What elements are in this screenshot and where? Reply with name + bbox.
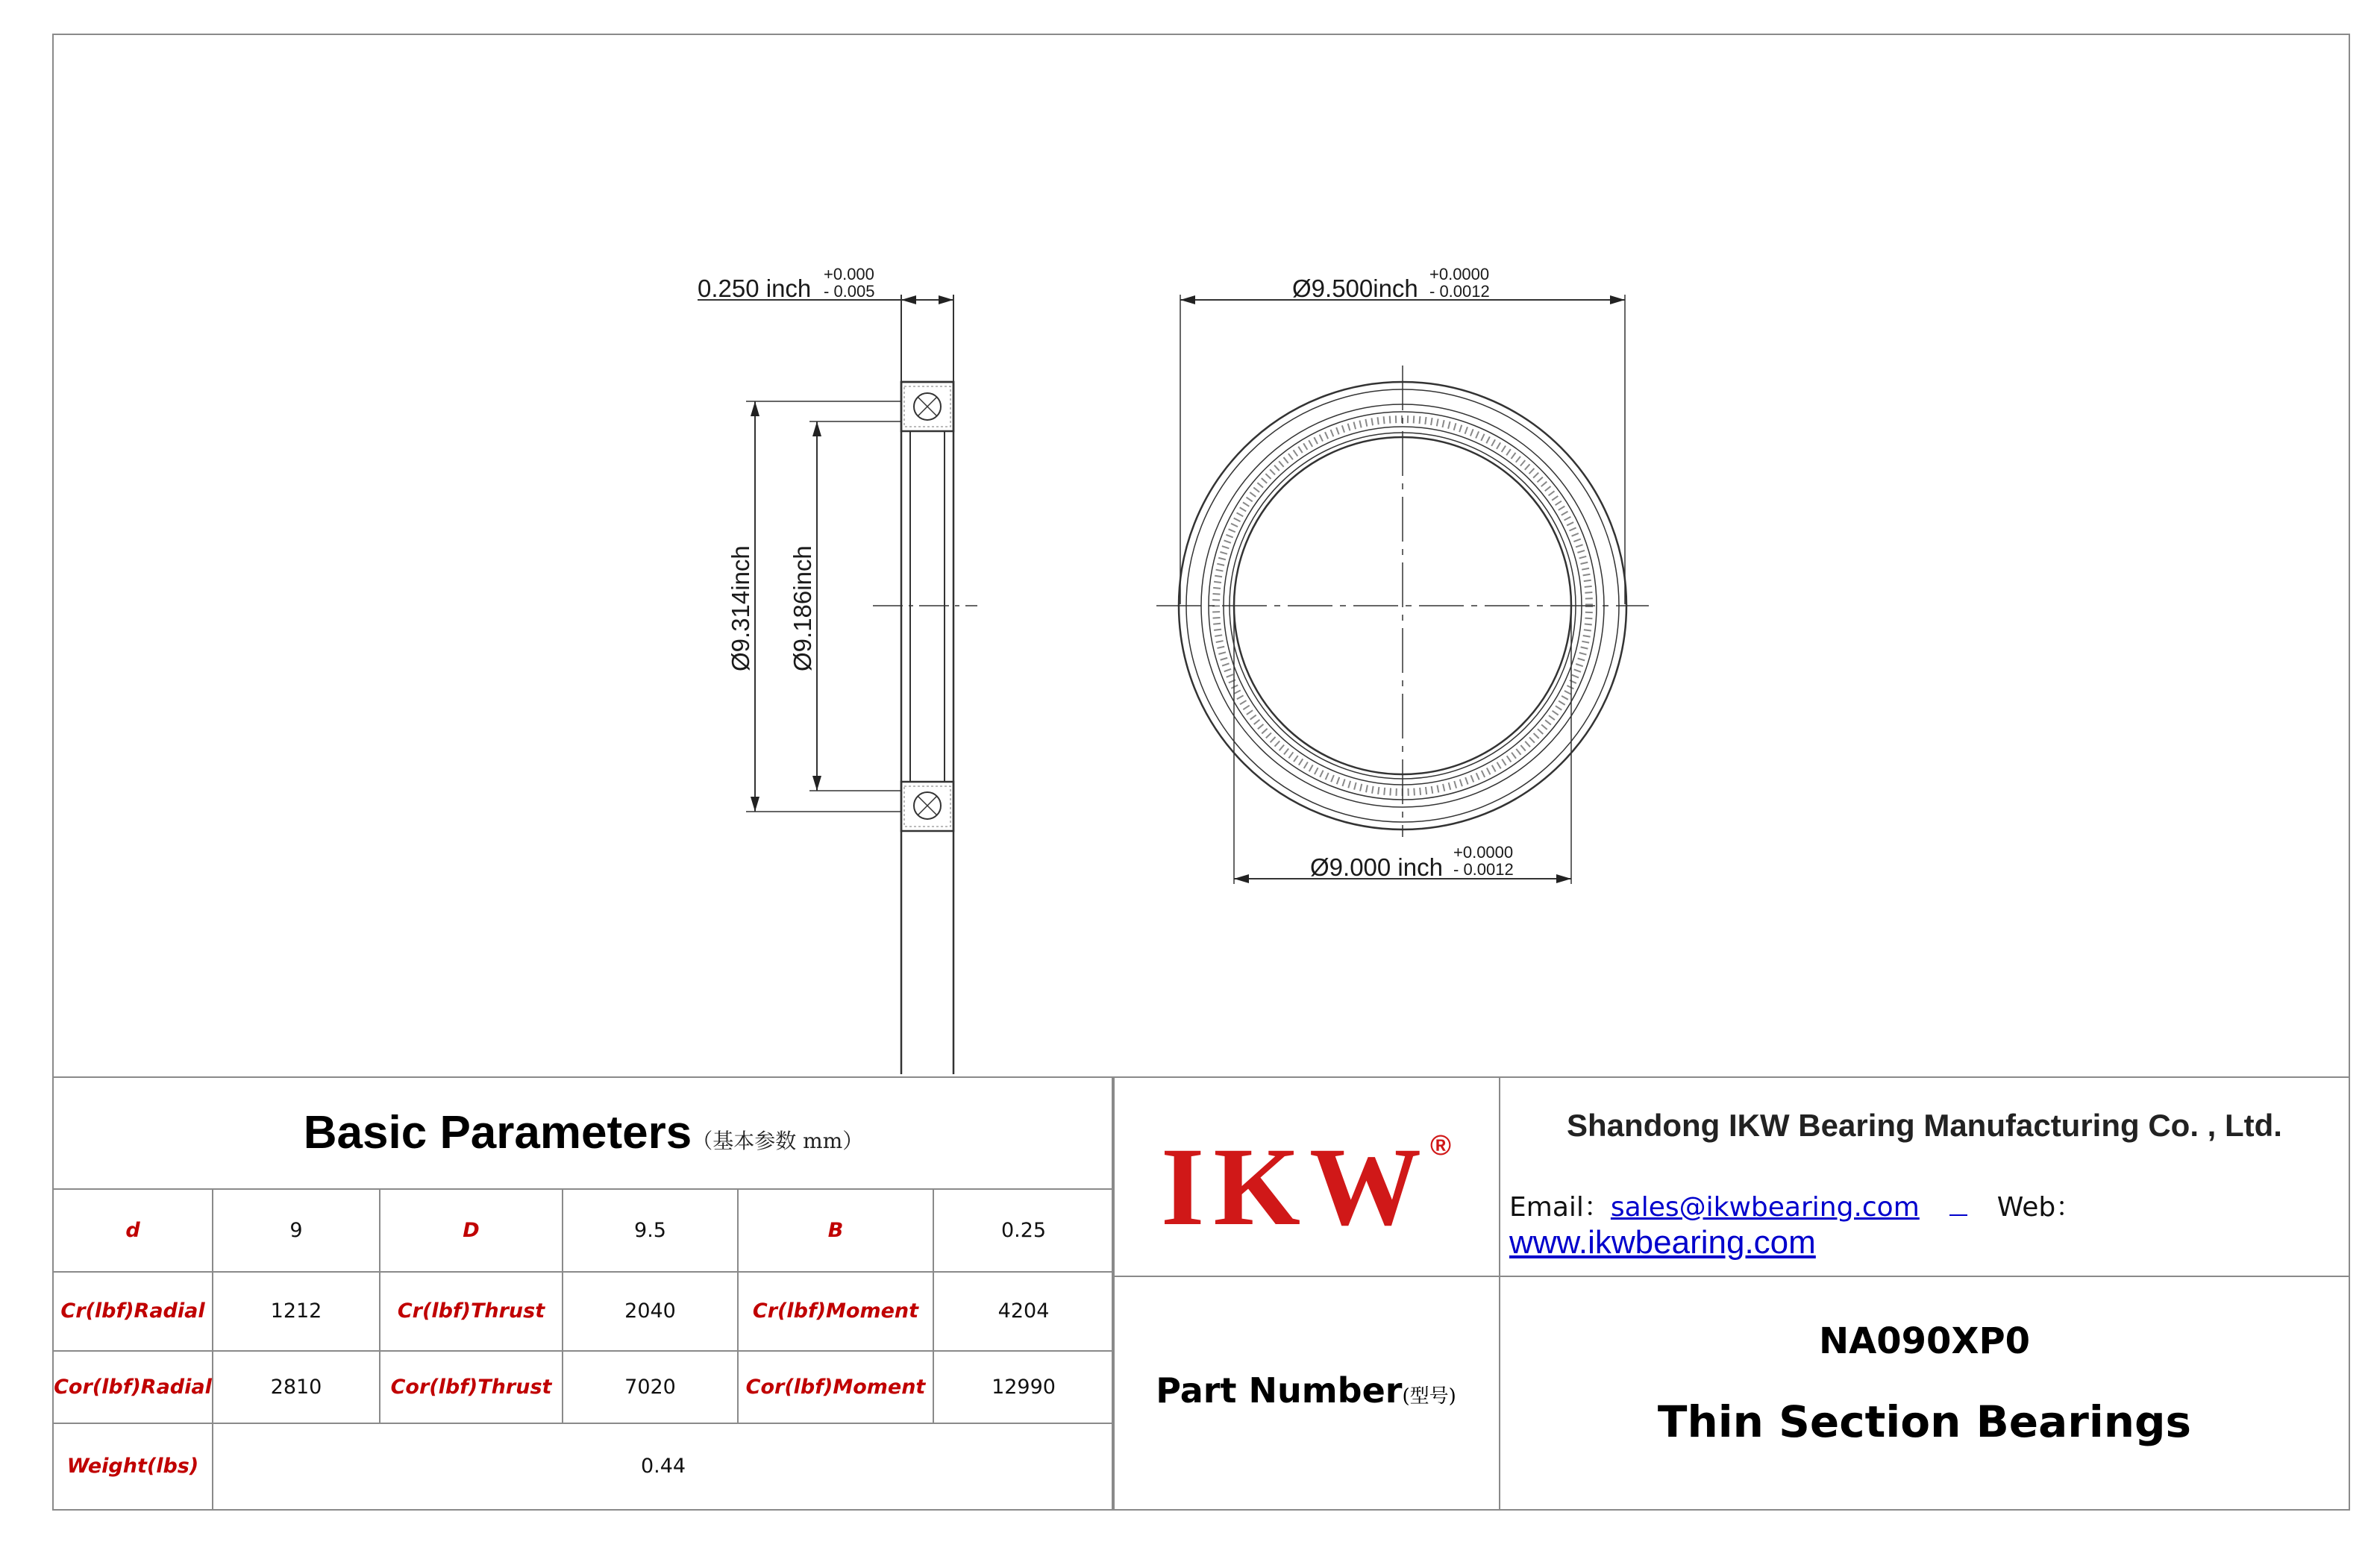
param-label: Cor(lbf)Thrust xyxy=(380,1351,563,1423)
part-info-cell xyxy=(1499,1276,2350,1511)
param-label: Cr(lbf)Radial xyxy=(53,1272,213,1351)
weight-label: Weight(lbs) xyxy=(53,1423,213,1510)
inner-tolerance-minus: - 0.0012 xyxy=(1453,860,1514,879)
width-tolerance-plus: +0.000 xyxy=(824,265,874,283)
company-info-cell xyxy=(1499,1076,2350,1277)
registered-mark: ® xyxy=(1430,1130,1452,1161)
front-view xyxy=(1156,295,1649,884)
part-number-label-sub: (型号) xyxy=(1402,1385,1456,1408)
param-value: 12990 xyxy=(933,1351,1114,1423)
table-row xyxy=(53,1272,1114,1351)
param-value: 1212 xyxy=(213,1272,380,1351)
email-link[interactable]: sales@ikwbearing.com xyxy=(1610,1192,1920,1223)
product-type: Thin Section Bearings xyxy=(1657,1396,2192,1447)
param-value: 2040 xyxy=(563,1272,738,1351)
logo-cell xyxy=(1112,1076,1500,1277)
param-value: 7020 xyxy=(563,1351,738,1423)
param-label: Cor(lbf)Radial xyxy=(53,1351,213,1423)
side-view xyxy=(698,295,977,1074)
width-dimension-label: 0.250 inch xyxy=(698,275,812,302)
param-value: 4204 xyxy=(933,1272,1114,1351)
table-row xyxy=(53,1423,1114,1510)
weight-value: 0.44 xyxy=(213,1423,1114,1510)
table-row xyxy=(53,1189,1114,1272)
outer-diameter-label: Ø9.500inch xyxy=(1292,275,1418,302)
param-value: 0.25 xyxy=(933,1189,1114,1272)
parameters-subtitle: （基本参数 mm） xyxy=(692,1129,864,1154)
parameters-title-cell xyxy=(53,1077,1114,1189)
outer-shoulder-label: Ø9.314inch xyxy=(727,545,754,671)
param-value: 9 xyxy=(213,1189,380,1272)
param-label: Cor(lbf)Moment xyxy=(738,1351,933,1423)
email-label: Email： xyxy=(1509,1192,1611,1223)
param-value: 2810 xyxy=(213,1351,380,1423)
param-label: D xyxy=(380,1189,563,1272)
parameters-title: Basic Parameters xyxy=(303,1107,692,1159)
inner-diameter-label: Ø9.000 inch xyxy=(1310,853,1443,881)
inner-tolerance-plus: +0.0000 xyxy=(1453,843,1514,862)
ikw-logo xyxy=(1113,1123,1499,1251)
outer-tolerance-plus: +0.0000 xyxy=(1429,265,1490,283)
contact-line xyxy=(1509,1186,2340,1261)
website-link[interactable]: www.ikwbearing.com xyxy=(1509,1224,1816,1261)
param-label: Cr(lbf)Moment xyxy=(738,1272,933,1351)
basic-parameters-table xyxy=(52,1076,1115,1511)
param-label: B xyxy=(738,1189,933,1272)
width-tolerance-minus: - 0.005 xyxy=(824,282,875,301)
inner-shoulder-label: Ø9.186inch xyxy=(789,545,816,671)
table-row xyxy=(53,1351,1114,1423)
param-label: Cr(lbf)Thrust xyxy=(380,1272,563,1351)
logo-text: IKW xyxy=(1160,1125,1431,1249)
param-value: 9.5 xyxy=(563,1189,738,1272)
outer-tolerance-minus: - 0.0012 xyxy=(1429,282,1490,301)
company-name: Shandong IKW Bearing Manufacturing Co. , Ltd. xyxy=(1567,1108,2282,1143)
part-number-label-cell xyxy=(1112,1276,1500,1511)
part-number-value: NA090XP0 xyxy=(1818,1320,2031,1362)
part-number-label-text: Part Number xyxy=(1156,1370,1403,1411)
web-label: Web： xyxy=(1996,1192,2083,1223)
part-number-label xyxy=(1113,1370,1499,1411)
param-label: d xyxy=(53,1189,213,1272)
